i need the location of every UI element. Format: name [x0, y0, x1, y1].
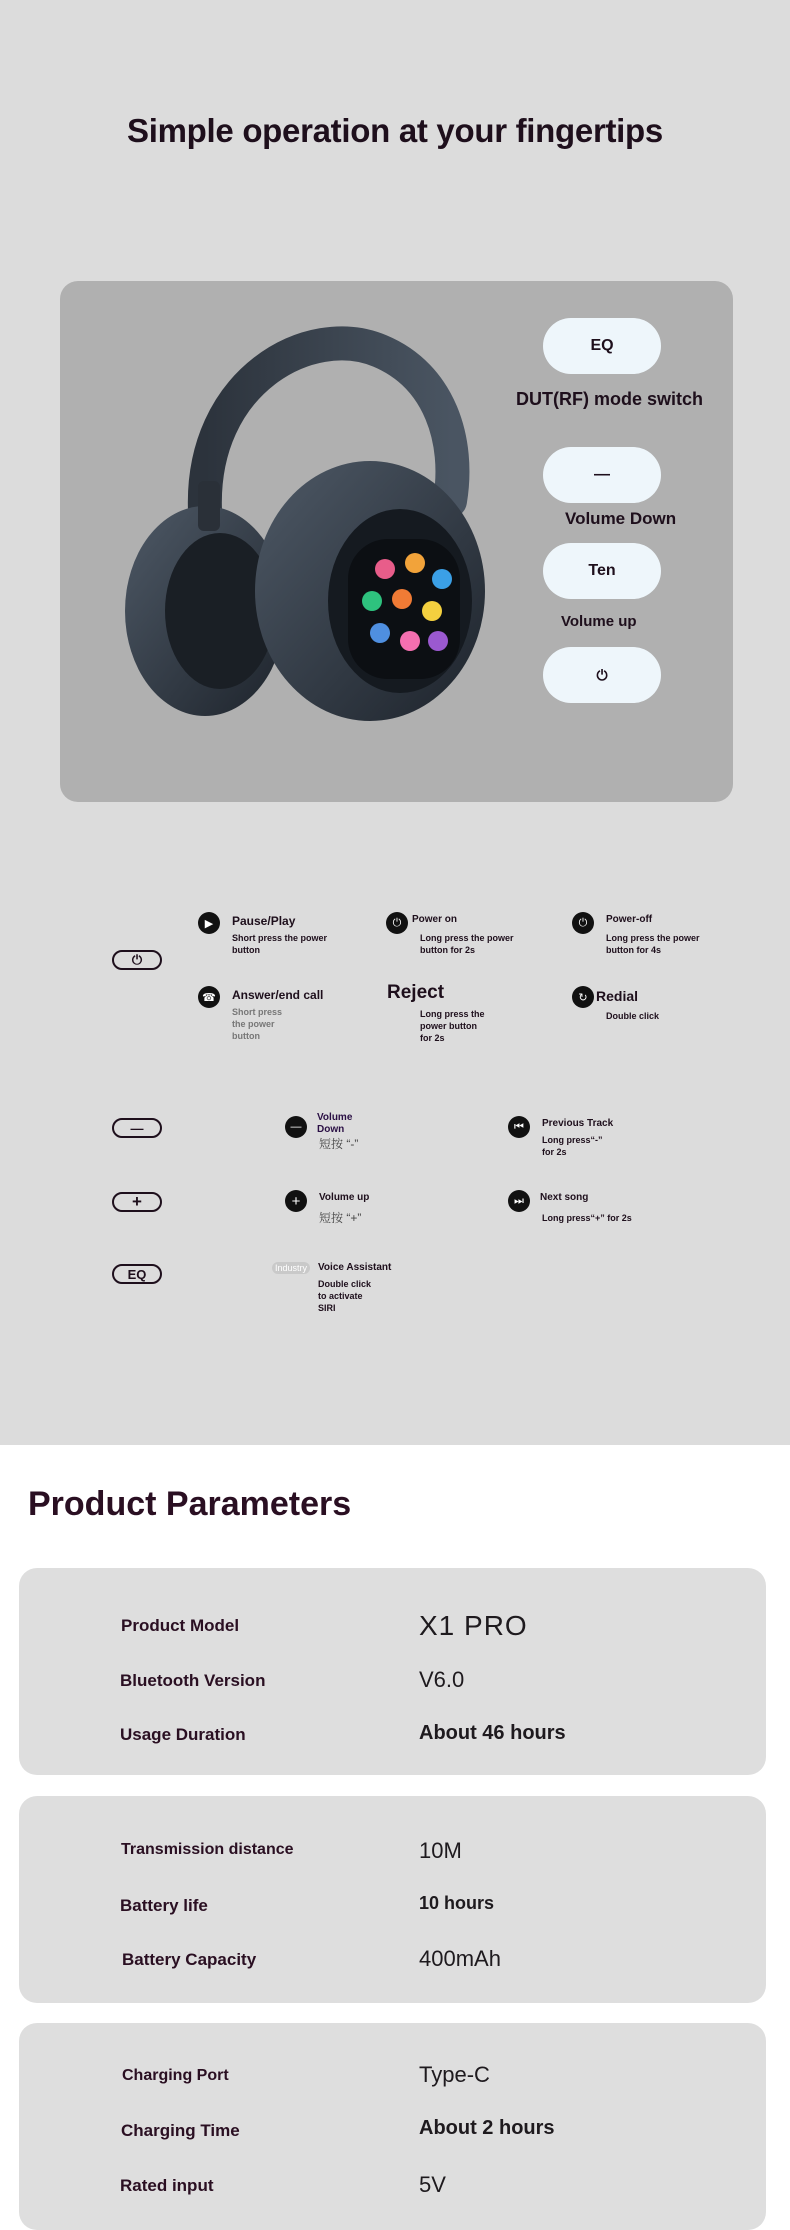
- volume-down-label: Volume Down: [565, 509, 677, 528]
- minus-icon: —: [285, 1116, 307, 1138]
- params-card-1: [19, 1568, 766, 1775]
- next-track-icon: ⏭: [508, 1190, 530, 1212]
- param-label: Battery Capacity: [122, 1950, 257, 1969]
- param-value: V6.0: [419, 1667, 465, 1692]
- param-label: Usage Duration: [120, 1725, 246, 1744]
- param-value: 10 hours: [419, 1893, 495, 1913]
- op-desc: Double click: [606, 1011, 660, 1021]
- op-title: Answer/end call: [232, 988, 324, 1002]
- industry-badge: Industry: [272, 1262, 310, 1274]
- op-desc: Short press the power button: [232, 1007, 283, 1041]
- op-title: Volume Down: [317, 1112, 353, 1135]
- op-desc: Long press the power button for 2s: [420, 1009, 485, 1043]
- param-value: 10M: [419, 1838, 462, 1863]
- eq-pill: EQ: [543, 318, 661, 374]
- hero-image-panel: [60, 281, 733, 802]
- op-title: Pause/Play: [232, 914, 296, 928]
- param-value: 5V: [419, 2172, 446, 2197]
- param-label: Charging Port: [122, 2067, 229, 2084]
- power-icon: ⏻: [386, 912, 408, 934]
- op-desc: Short press the power button: [232, 933, 328, 955]
- op-title: Power on: [412, 914, 458, 925]
- param-label: Bluetooth Version: [120, 1671, 266, 1690]
- operations-guide: [0, 880, 790, 1340]
- op-title: Power-off: [606, 914, 653, 925]
- param-value: X1 PRO: [419, 1610, 528, 1641]
- op-desc: Long press the power button for 2s: [420, 933, 514, 955]
- param-label: Rated input: [120, 2176, 214, 2195]
- op-desc: Long press the power button for 4s: [606, 933, 700, 955]
- previous-track-icon: ⏮: [508, 1116, 530, 1138]
- op-title: Reject: [387, 982, 445, 1003]
- params-title: Product Parameters: [28, 1485, 352, 1523]
- op-title: Next song: [540, 1192, 589, 1203]
- ten-pill: Ten: [543, 543, 661, 599]
- param-value: Type-C: [419, 2062, 490, 2087]
- params-card-2: [19, 1796, 766, 2003]
- param-value: About 2 hours: [419, 2117, 555, 2139]
- op-title: Previous Track: [542, 1118, 614, 1129]
- minus-pill: —: [543, 447, 661, 503]
- play-icon: ▶: [198, 912, 220, 934]
- volume-up-label: Volume up: [561, 613, 637, 630]
- eq-button-diagram: EQ: [112, 1264, 162, 1284]
- product-parameters-section: [0, 1445, 790, 2230]
- op-desc: Double click to activate SIRI: [318, 1279, 372, 1313]
- plus-button-diagram: +: [112, 1192, 162, 1212]
- phone-icon: ☎: [198, 986, 220, 1008]
- op-title: Voice Assistant: [318, 1262, 392, 1273]
- eq-mode-label: DUT(RF) mode switch: [516, 389, 703, 409]
- page-headline: Simple operation at your fingertips: [127, 112, 663, 149]
- headphone-illustration: [110, 311, 500, 771]
- op-desc: 短按 “+”: [319, 1211, 362, 1225]
- op-title: Redial: [596, 988, 639, 1004]
- param-label: Transmission distance: [121, 1841, 294, 1858]
- param-label: Charging Time: [121, 2121, 240, 2140]
- param-value: About 46 hours: [419, 1722, 566, 1744]
- plus-icon: +: [285, 1190, 307, 1212]
- op-desc: Long press“-” for 2s: [542, 1135, 603, 1157]
- op-desc: 短按 “-”: [319, 1137, 359, 1151]
- param-label: Product Model: [121, 1616, 240, 1635]
- power-icon: ⏻: [572, 912, 594, 934]
- redial-icon: ↻: [572, 986, 594, 1008]
- op-title: Volume up: [319, 1192, 370, 1203]
- power-button-diagram: ⏻: [112, 950, 162, 970]
- param-value: 400mAh: [419, 1946, 501, 1971]
- params-card-3: [19, 2023, 766, 2230]
- minus-button-diagram: —: [112, 1118, 162, 1138]
- param-label: Battery life: [120, 1896, 208, 1915]
- op-desc: Long press“+” for 2s: [542, 1213, 632, 1223]
- power-pill: ⏻: [543, 647, 661, 703]
